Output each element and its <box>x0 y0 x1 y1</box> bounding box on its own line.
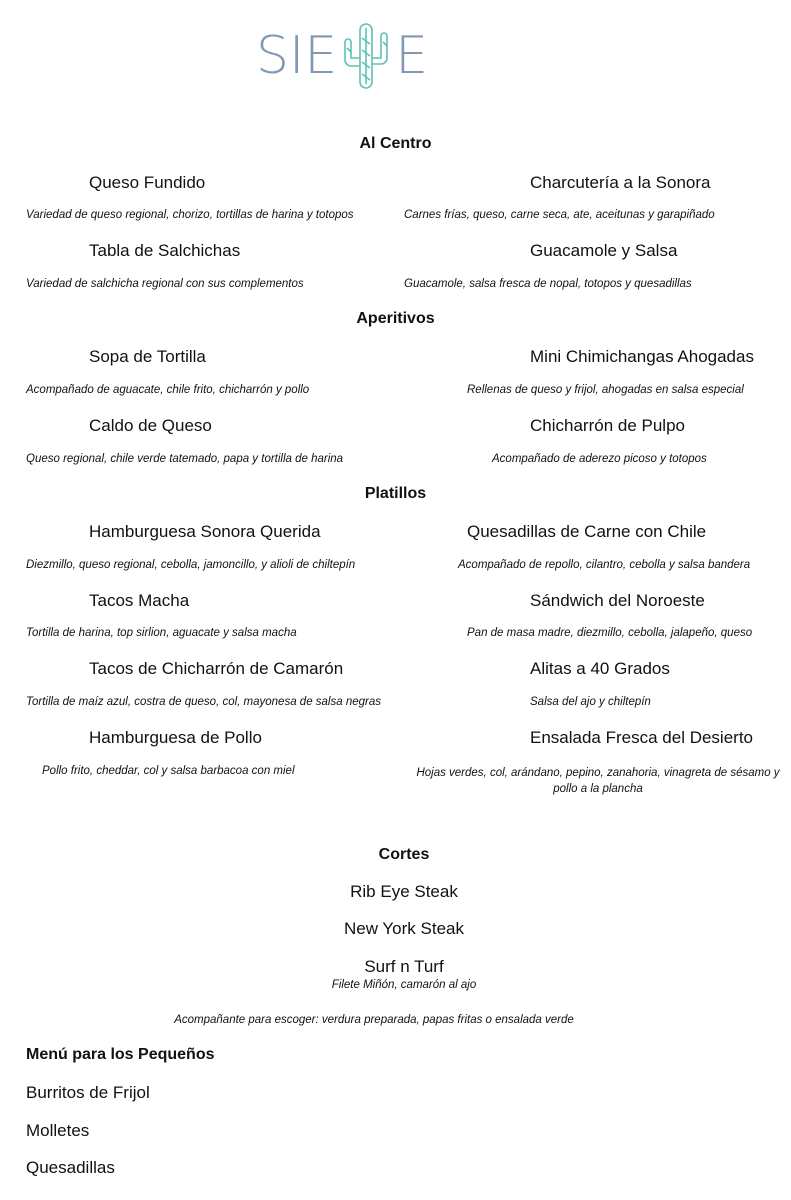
menu-item-description: Acompañado de repollo, cilantro, cebolla y salsa bandera <box>458 559 751 571</box>
menu-item-description: Hojas verdes, col, arándano, pepino, zanahoria, vinagreta de sésamo y pollo a la plancha <box>416 767 780 795</box>
menu-item-name: New York Steak <box>343 919 464 938</box>
logo-text-right: E <box>395 26 429 86</box>
menu-item-description: Diezmillo, queso regional, cebolla, jamoncillo, y alioli de chiltepín <box>26 559 356 571</box>
menu-item-description: Tortilla de maíz azul, costra de queso, col, mayonesa de salsa negras <box>26 696 381 708</box>
section-title-al-centro: Al Centro <box>359 135 432 152</box>
menu-item-name: Sándwich del Noroeste <box>530 591 705 610</box>
menu-item-name: Quesadillas de Carne con Chile <box>467 522 707 541</box>
menu-item-name: Rib Eye Steak <box>350 882 458 901</box>
brand-logo <box>256 20 428 92</box>
menu-item-name: Tacos Macha <box>89 591 190 610</box>
menu-item-name: Guacamole y Salsa <box>530 241 678 260</box>
menu-item-description: Acompañado de aguacate, chile frito, chicharrón y pollo <box>26 384 310 396</box>
menu-item-name: Queso Fundido <box>89 173 206 192</box>
menu-item-description: Rellenas de queso y frijol, ahogadas en salsa especial <box>467 384 744 396</box>
kids-menu-item: Molletes <box>26 1121 90 1140</box>
menu-item-description: Acompañado de aderezo picoso y totopos <box>492 453 707 465</box>
section-title-aperitivos: Aperitivos <box>356 310 435 327</box>
menu-item-name: Charcutería a la Sonora <box>530 173 711 192</box>
menu-item-description: Variedad de salchicha regional con sus complementos <box>26 278 304 290</box>
menu-item-name: Hamburguesa Sonora Querida <box>89 522 321 541</box>
menu-item-name: Hamburguesa de Pollo <box>89 728 262 747</box>
menu-item-description: Queso regional, chile verde tatemado, papa y tortilla de harina <box>26 453 344 465</box>
menu-item-description: Pan de masa madre, diezmillo, cebolla, jalapeño, queso <box>467 627 753 639</box>
menu-item-description: Salsa del ajo y chiltepín <box>530 696 651 708</box>
menu-item-name: Mini Chimichangas Ahogadas <box>530 347 754 366</box>
menu-item-name: Chicharrón de Pulpo <box>530 416 685 435</box>
menu-item-description: Carnes frías, queso, carne seca, ate, aceitunas y garapiñado <box>404 209 715 221</box>
cactus-icon <box>341 22 391 90</box>
menu-item-name: Sopa de Tortilla <box>89 347 206 366</box>
logo-text-left: SIE <box>256 26 338 86</box>
menu-item-description: Variedad de queso regional, chorizo, tortillas de harina y totopos <box>26 209 354 221</box>
menu-item-name: Alitas a 40 Grados <box>530 659 670 678</box>
section-title-platillos: Platillos <box>364 485 427 502</box>
cortes-side-note: Acompañante para escoger: verdura preparada, papas fritas o ensalada verde <box>174 1014 574 1026</box>
menu-item-description: Guacamole, salsa fresca de nopal, totopos y quesadillas <box>404 278 692 290</box>
section-title-kids: Menú para los Pequeños <box>26 1046 215 1063</box>
menu-item-name: Surf n Turf <box>364 957 444 976</box>
menu-item-description: Tortilla de harina, top sirlion, aguacate y salsa macha <box>26 627 297 639</box>
menu-item-name: Caldo de Queso <box>89 416 212 435</box>
menu-item-name: Tacos de Chicharrón de Camarón <box>89 659 344 678</box>
menu-item-description: Filete Miñón, camarón al ajo <box>331 979 477 991</box>
kids-menu-item: Quesadillas <box>26 1158 115 1177</box>
menu-item-description: Pollo frito, cheddar, col y salsa barbacoa con miel <box>42 765 295 777</box>
section-title-cortes: Cortes <box>378 846 430 863</box>
menu-item-name: Ensalada Fresca del Desierto <box>530 728 754 747</box>
kids-menu-item: Burritos de Frijol <box>26 1083 150 1102</box>
menu-item-name: Tabla de Salchichas <box>89 241 241 260</box>
